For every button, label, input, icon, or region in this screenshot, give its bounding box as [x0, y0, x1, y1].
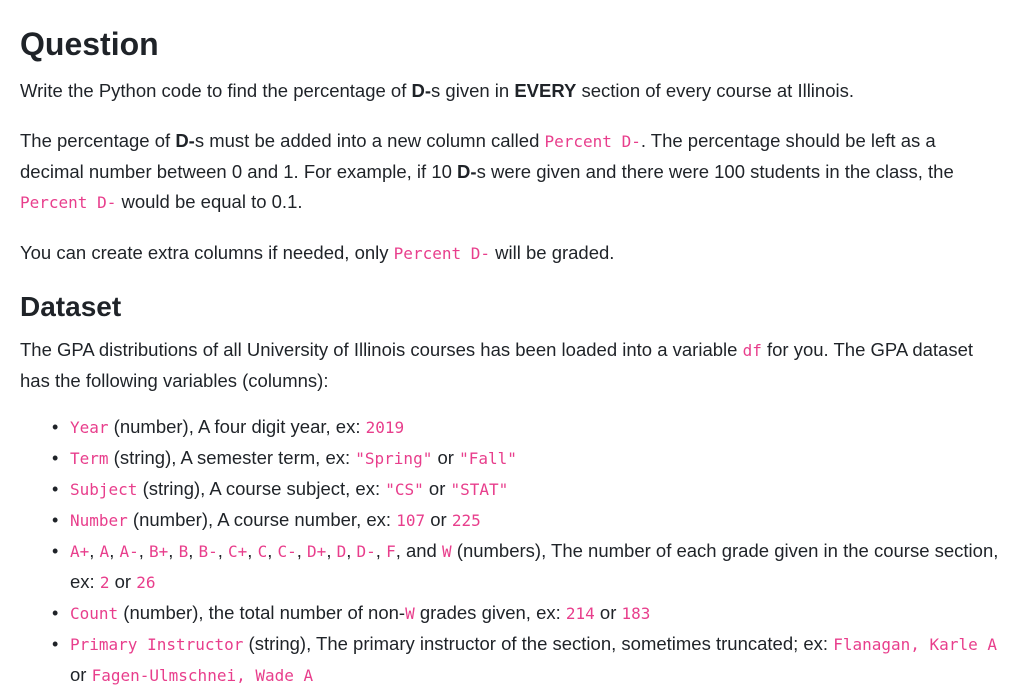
- grade-code: B+: [149, 542, 169, 561]
- separator: ,: [138, 540, 150, 561]
- text-part: , and: [395, 540, 442, 561]
- grade-code: A-: [119, 542, 139, 561]
- text-part: or: [109, 571, 137, 592]
- bullet-icon: •: [52, 634, 59, 654]
- grade-code: C-: [277, 542, 297, 561]
- text-part: or: [594, 602, 622, 623]
- text-part: or: [423, 478, 451, 499]
- bold-every: EVERY: [514, 80, 577, 101]
- text-part: will be graded.: [490, 242, 615, 263]
- column-item-count: [52, 598, 1004, 629]
- text-part: for you. The GPA dataset has the following variables (columns):: [20, 339, 974, 391]
- grade-code: F: [386, 542, 396, 561]
- text-part: The percentage of: [20, 130, 176, 151]
- grade-code: A+: [70, 542, 90, 561]
- example-code: Flanagan, Karle A: [833, 635, 997, 654]
- text-part: would be equal to 0.1.: [116, 191, 303, 212]
- text-part: (number), A course number, ex:: [127, 509, 397, 530]
- column-code: Number: [70, 511, 128, 530]
- column-code: Primary Instructor: [70, 635, 244, 654]
- grade-code: C: [257, 542, 268, 561]
- column-code: W: [442, 542, 452, 561]
- example-code: 183: [621, 604, 651, 623]
- bold-d-minus: D-: [457, 161, 477, 182]
- bullet-icon: •: [52, 510, 59, 530]
- text-part: or: [425, 509, 452, 530]
- text-part: (string), A semester term, ex:: [108, 447, 356, 468]
- dataset-heading: Dataset: [20, 291, 122, 322]
- question-text-part: s given in: [431, 80, 515, 101]
- grade-code: A: [99, 542, 110, 561]
- text-part: s were given and there were 100 students in the class, the: [476, 161, 954, 182]
- example-code: 2: [99, 573, 110, 592]
- separator: ,: [326, 540, 337, 561]
- variable-code: df: [742, 341, 762, 360]
- text-part: grades given, ex:: [414, 602, 566, 623]
- example-code: 107: [396, 511, 426, 530]
- column-item-term: [52, 443, 1004, 474]
- separator: ,: [267, 540, 278, 561]
- example-code: "CS": [385, 480, 424, 499]
- separator: ,: [89, 540, 100, 561]
- example-code: 2019: [365, 418, 405, 437]
- separator: ,: [109, 540, 120, 561]
- bullet-icon: •: [52, 541, 59, 561]
- text-part: (string), The primary instructor of the section, sometimes truncated; ex:: [243, 633, 834, 654]
- bullet-icon: •: [52, 603, 59, 623]
- separator: ,: [346, 540, 357, 561]
- column-code: W: [405, 604, 415, 623]
- example-code: "Fall": [459, 449, 517, 468]
- bold-d-minus: D-: [175, 130, 195, 151]
- text-part: (number), A four digit year, ex:: [108, 416, 366, 437]
- question-text-part: section of every course at Illinois.: [576, 80, 854, 101]
- separator: ,: [296, 540, 308, 561]
- bold-d-minus: D-: [411, 80, 432, 101]
- column-name-code: Percent D-: [20, 193, 117, 212]
- column-name-code: Percent D-: [393, 244, 490, 263]
- column-list: [20, 412, 1004, 691]
- separator: ,: [217, 540, 229, 561]
- text-part: You can create extra columns if needed, only: [20, 242, 394, 263]
- text-part: (number), the total number of non-: [118, 602, 406, 623]
- column-name-code: Percent D-: [544, 132, 641, 151]
- separator: ,: [247, 540, 258, 561]
- grade-code: C+: [228, 542, 248, 561]
- question-text-part: Write the Python code to find the percentage of: [20, 80, 412, 101]
- text-part: or: [432, 447, 460, 468]
- text-part: (numbers), The number of each grade given in the course section, ex:: [70, 540, 999, 592]
- column-code: Term: [70, 449, 109, 468]
- grading-note: [20, 238, 1004, 269]
- example-code: "STAT": [450, 480, 509, 499]
- question-text: [20, 76, 1004, 106]
- bullet-icon: •: [52, 417, 59, 437]
- bullet-icon: •: [52, 448, 59, 468]
- text-part: s must be added into a new column called: [194, 130, 545, 151]
- grade-codes: [70, 540, 396, 561]
- dataset-intro: [20, 335, 1004, 396]
- grade-code: B: [178, 542, 189, 561]
- column-item-grades: [52, 536, 1004, 598]
- example-code: 225: [451, 511, 481, 530]
- grade-code: D+: [307, 542, 327, 561]
- instructions-paragraph: [20, 126, 1004, 218]
- example-code: 214: [565, 604, 595, 623]
- column-item-number: [52, 505, 1004, 536]
- question-heading: Question: [20, 26, 159, 62]
- column-item-year: [52, 412, 1004, 443]
- separator: ,: [375, 540, 387, 561]
- column-code: Subject: [70, 480, 138, 499]
- text-part: . The percentage should be left as a decimal number between 0 and 1. For example, if 10: [20, 130, 936, 182]
- separator: ,: [168, 540, 179, 561]
- column-code: Year: [70, 418, 109, 437]
- bullet-icon: •: [52, 479, 59, 499]
- text-part: or: [70, 664, 92, 685]
- column-item-instructor: [52, 629, 1004, 691]
- example-code: "Spring": [355, 449, 433, 468]
- column-item-subject: [52, 474, 1004, 505]
- example-code: 26: [136, 573, 156, 592]
- grade-code: B-: [198, 542, 218, 561]
- example-code: Fagen-Ulmschnei, Wade A: [91, 666, 314, 685]
- text-part: The GPA distributions of all University of Illinois courses has been loaded into a variable: [20, 339, 743, 360]
- text-part: (string), A course subject, ex:: [137, 478, 386, 499]
- grade-code: D-: [356, 542, 376, 561]
- separator: ,: [188, 540, 199, 561]
- column-code: Count: [70, 604, 119, 623]
- grade-code: D: [336, 542, 347, 561]
